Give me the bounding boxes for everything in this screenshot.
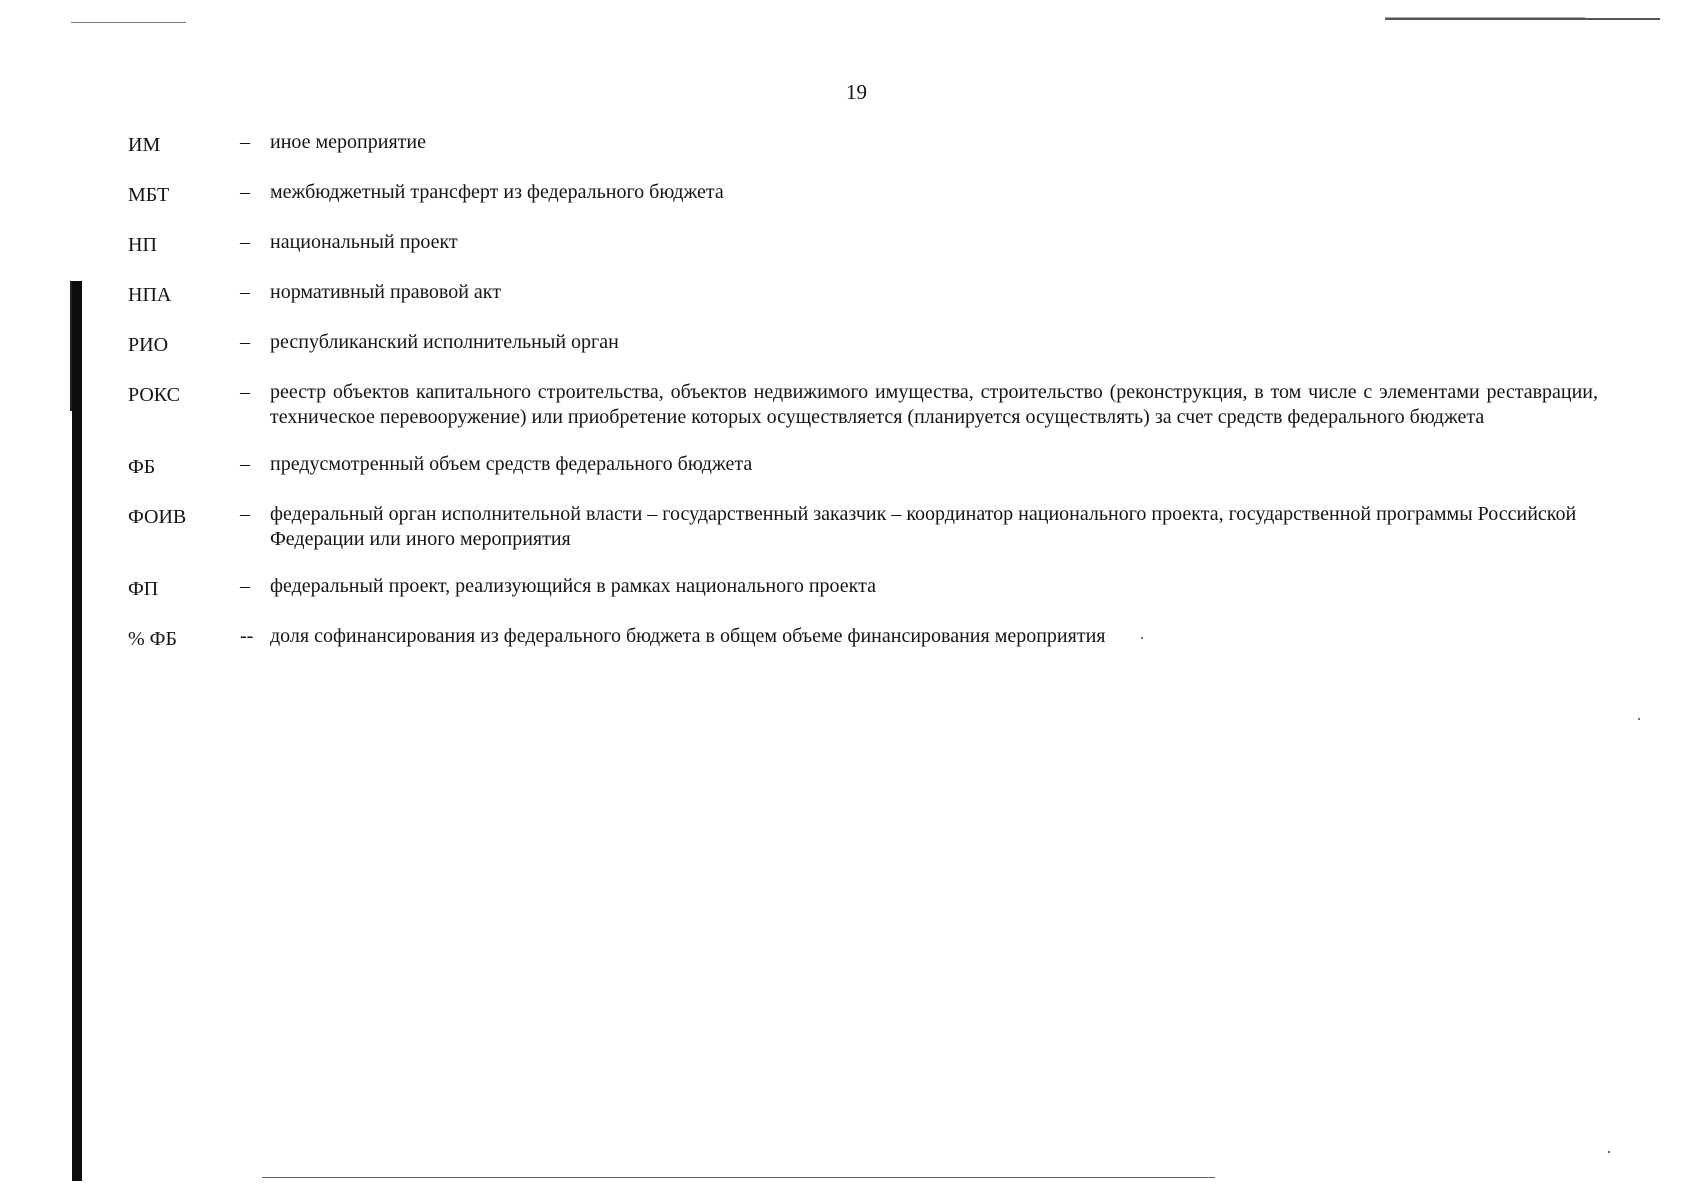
- scan-artifact-line: [1385, 18, 1660, 20]
- abbreviation-term: РОКС: [128, 384, 180, 406]
- abbreviation-dash: --: [240, 625, 254, 647]
- abbreviation-term: МБТ: [128, 184, 170, 206]
- abbreviation-term: % ФБ: [128, 628, 177, 650]
- abbreviation-dash: –: [240, 181, 250, 203]
- abbreviation-term: ФБ: [128, 456, 156, 478]
- scan-edge-shadow: [72, 281, 82, 1181]
- abbreviation-entry: [128, 574, 1598, 602]
- scan-artifact-line: [71, 22, 186, 23]
- abbreviation-entry: [128, 624, 1598, 652]
- scan-artifact-line: [262, 1177, 1215, 1178]
- abbreviation-term: ФП: [128, 578, 159, 600]
- abbreviation-term: РИО: [128, 334, 169, 356]
- abbreviation-entry: [128, 452, 1598, 480]
- scan-edge-shadow: [70, 281, 72, 411]
- abbreviation-dash: –: [240, 231, 250, 253]
- abbreviation-term: НПА: [128, 284, 172, 306]
- abbreviation-definition: реестр объектов капитального строительства, объектов недвижимого имущества, строительство (реконструкция, в том числе с элементами реставрации, техническое перевооружение) или приобретение которых осуществляется (планируется осуществлять) за счет средств федерального бюджета: [270, 381, 1598, 428]
- abbreviation-entry: [128, 130, 1598, 158]
- abbreviation-definition: межбюджетный трансферт из федерального бюджета: [270, 181, 724, 203]
- abbreviation-definition: республиканский исполнительный орган: [270, 331, 619, 353]
- abbreviation-dash: –: [240, 131, 250, 153]
- abbreviation-dash: –: [240, 281, 250, 303]
- page-number: 19: [846, 80, 867, 104]
- abbreviation-list: [128, 130, 1598, 674]
- abbreviation-term: ФОИВ: [128, 506, 187, 528]
- abbreviation-definition: иное мероприятие: [270, 131, 426, 153]
- abbreviation-dash: –: [240, 331, 250, 353]
- abbreviation-term: ИМ: [128, 134, 161, 156]
- abbreviation-dash: –: [240, 453, 250, 475]
- abbreviation-entry: [128, 280, 1598, 308]
- abbreviation-dash: –: [240, 381, 250, 403]
- abbreviation-definition: национальный проект: [270, 231, 458, 253]
- abbreviation-entry: [128, 502, 1598, 552]
- abbreviation-dash: –: [240, 575, 250, 597]
- abbreviation-definition: федеральный орган исполнительной власти – государственный заказчик – координатор национального проекта, государственной программы Российской Федерации или иного мероприятия: [270, 503, 1577, 550]
- abbreviation-dash: –: [240, 503, 250, 525]
- abbreviation-entry: [128, 230, 1598, 258]
- abbreviation-entry: [128, 330, 1598, 358]
- abbreviation-entry: [128, 380, 1598, 430]
- scan-speck: [1608, 1151, 1610, 1153]
- abbreviation-term: НП: [128, 234, 157, 256]
- scan-speck: [1638, 718, 1640, 720]
- abbreviation-entry: [128, 180, 1598, 208]
- abbreviation-definition: нормативный правовой акт: [270, 281, 501, 303]
- abbreviation-definition: предусмотренный объем средств федерального бюджета: [270, 453, 753, 475]
- abbreviation-definition: доля софинансирования из федерального бюджета в общем объеме финансирования мероприятия: [270, 625, 1106, 647]
- abbreviation-definition: федеральный проект, реализующийся в рамках национального проекта: [270, 575, 876, 597]
